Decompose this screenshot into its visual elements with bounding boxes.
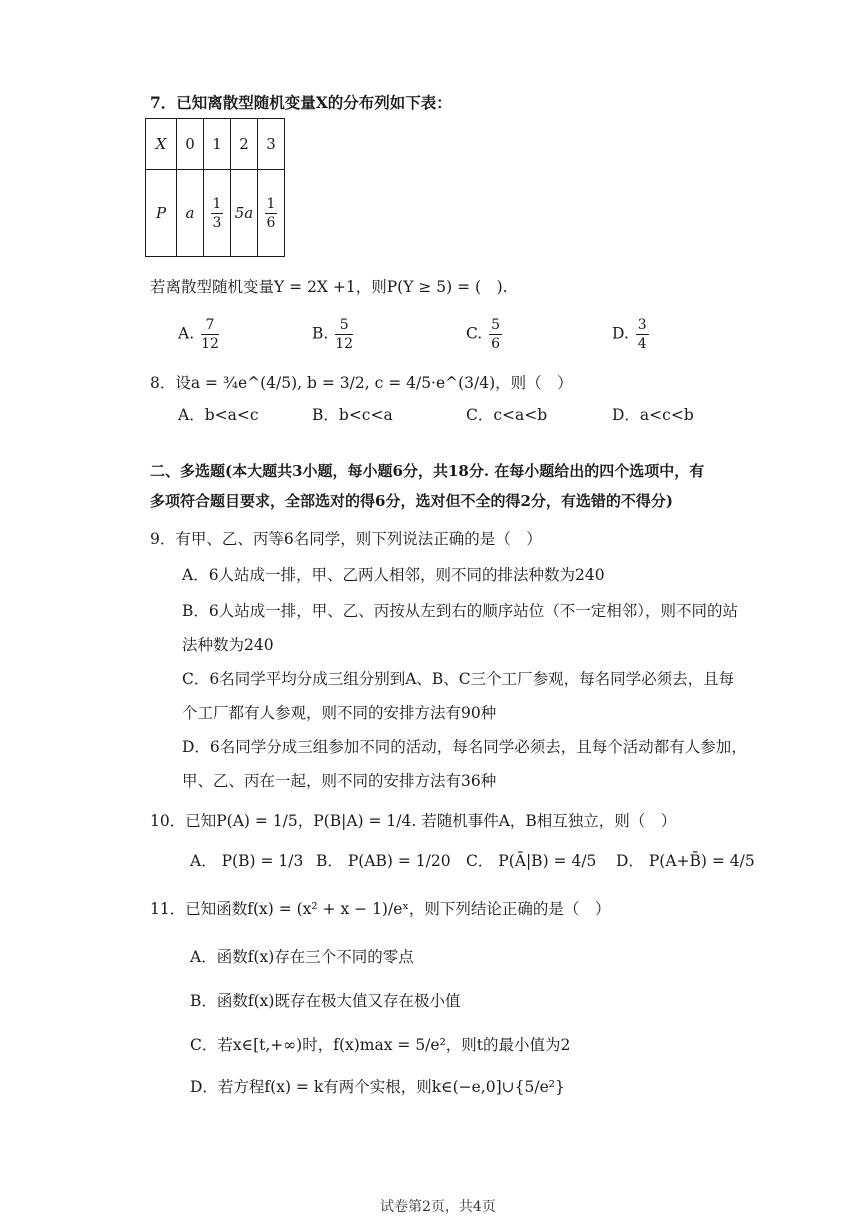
q9-option-a: A．6人站成一排，甲、乙两人相邻，则不同的排法种数为240 (182, 566, 605, 584)
q7-option-a: A. $\frac{7}{12}$ (178, 317, 219, 352)
q11-stem: 11．已知函数f(x) = (x² + x − 1)/eˣ，则下列结论正确的是（ ） (150, 900, 611, 918)
table-cell-p3: $\frac{1}{6}$ (258, 170, 285, 257)
table-cell-p1: $\frac{1}{3}$ (204, 170, 231, 257)
q10-option-c: C． P(Ā|B) = 4/5 (466, 852, 597, 870)
q9-option-c-line1: C．6名同学平均分成三组分别到A、B、C三个工厂参观，每名同学必须去，且每 (182, 670, 735, 688)
q10-stem: 10．已知P(A) = 1/5，P(B|A) = 1/4. 若随机事件A，B相互独立，则（ ） (150, 812, 677, 830)
section2-line2: 多项符合题目要求，全部选对的得6分，选对但不全的得2分，有选错的不得分) (150, 492, 673, 510)
q10-option-d: D． P(A+B̄) = 4/5 (616, 852, 755, 870)
q9-stem: 9．有甲、乙、丙等6名同学，则下列说法正确的是（ ） (150, 530, 542, 548)
q8-stem: 8．设a = ¾e^(4/5), b = 3/2, c = 4/5·e^(3/4)，则（ ） (150, 374, 573, 392)
q7-option-c: C. $\frac{5}{6}$ (466, 317, 501, 352)
q7-option-d: D. $\frac{3}{4}$ (612, 317, 647, 352)
table-header-1: 1 (204, 119, 231, 170)
table-cell-p2: 5a (231, 170, 258, 257)
table-cell-p0: a (177, 170, 204, 257)
q9-option-b-line2: 法种数为240 (182, 636, 274, 654)
q9-option-b-line1: B．6人站成一排，甲、乙、丙按从左到右的顺序站位（不一定相邻），则不同的站 (182, 602, 739, 620)
table-header-3: 3 (258, 119, 285, 170)
q8-option-a: A．b<a<c (178, 406, 259, 424)
q11-option-d: D．若方程f(x) = k有两个实根，则k∈(−e,0]∪{5/e²} (190, 1078, 565, 1096)
q7-stem: 7．已知离散型随机变量X的分布列如下表： (150, 93, 452, 112)
q8-option-c: C．c<a<b (466, 406, 548, 424)
page-footer: 试卷第2页，共4页 (380, 1199, 496, 1215)
table-header-0: 0 (177, 119, 204, 170)
q8-option-d: D．a<c<b (612, 406, 694, 424)
q8-option-b: B．b<c<a (312, 406, 393, 424)
q7-option-b: B. $\frac{5}{12}$ (312, 317, 354, 352)
table-header-x: X (146, 119, 177, 170)
q11-option-a: A．函数f(x)存在三个不同的零点 (190, 948, 414, 966)
q9-option-c-line2: 个工厂都有人参观，则不同的安排方法有90种 (182, 704, 497, 722)
distribution-table (145, 118, 285, 257)
table-header-2: 2 (231, 119, 258, 170)
q10-option-b: B． P(AB) = 1/20 (316, 852, 451, 870)
q11-option-b: B．函数f(x)既存在极大值又存在极小值 (190, 992, 461, 1010)
q11-option-c: C．若x∈[t,+∞)时，f(x)max = 5/e²，则t的最小值为2 (190, 1036, 571, 1054)
q9-option-d-line1: D．6名同学分成三组参加不同的活动，每名同学必须去，且每个活动都有人参加， (182, 738, 747, 756)
table-row-label-p: P (146, 170, 177, 257)
q9-option-d-line2: 甲、乙、丙在一起，则不同的安排方法有36种 (182, 772, 497, 790)
section2-line1: 二、多选题(本大题共3小题，每小题6分，共18分. 在每小题给出的四个选项中，有 (150, 462, 705, 480)
q10-option-a: A． P(B) = 1/3 (190, 852, 304, 870)
q7-question: 若离散型随机变量Y = 2X +1，则P(Y ≥ 5) = ( ). (150, 278, 508, 296)
